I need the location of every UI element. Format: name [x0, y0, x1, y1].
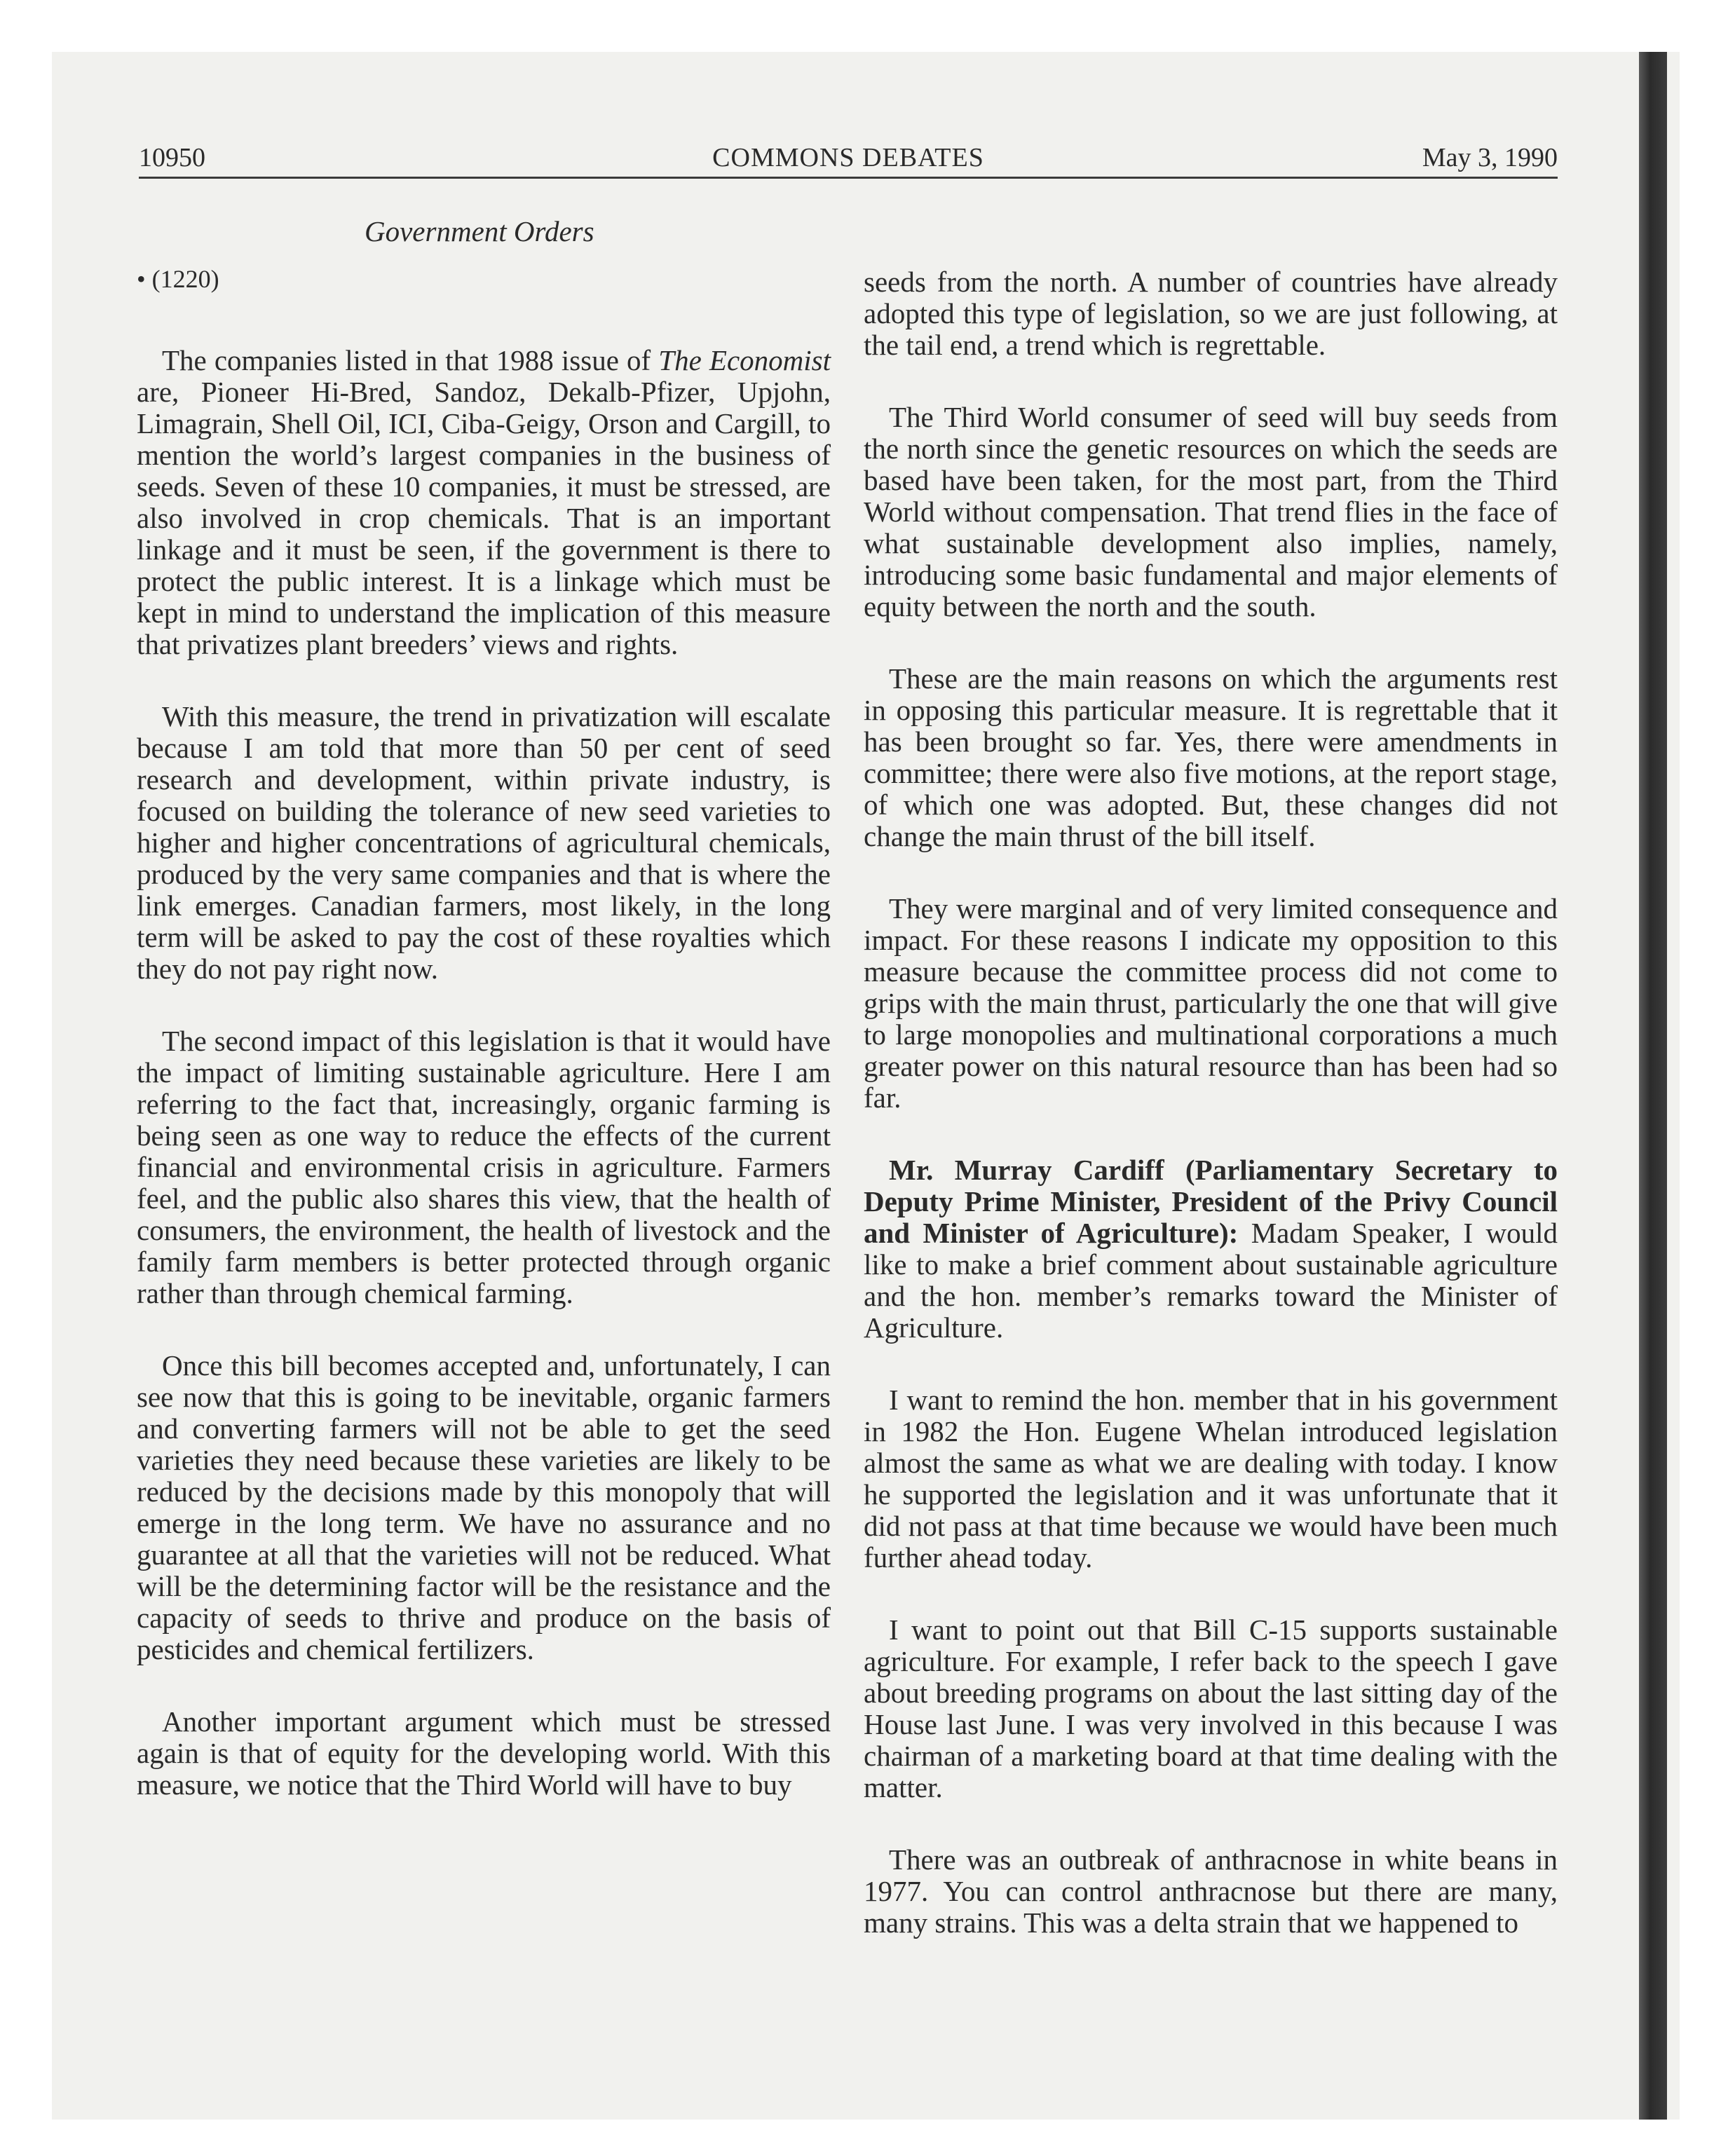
paragraph: There was an outbreak of anthracnose in white beans in 1977. You can control anthracnose but there are many, many strains. This was a delta strain that we happened to [864, 1843, 1558, 1939]
paragraph: The companies listed in that 1988 issue of The Economist are, Pioneer Hi-Bred, Sandoz, Dekalb-Pfizer, Upjohn, Limagrain, Shell Oil, ICI, Ciba-Geigy, Orson and Cargill, to mention the world’s largest companies in the business of seeds. Seven of these 10 companies, it must be stressed, are also involved in crop chemicals. That is an important linkage and it must be seen, if the government is there to protect the public interest. It is a linkage which must be kept in mind to understand the implication of this measure that privatizes plant breeders’ views and rights. [137, 344, 831, 660]
paragraph: The Third World consumer of seed will buy seeds from the north since the genetic resources on which the seeds are based have been taken, for the most part, from the Third World without compensation. That trend flies in the face of what sustainable development also implies, namely, introducing some basic fundamental and major elements of equity between the north and the south. [864, 401, 1558, 622]
paragraph: I want to remind the hon. member that in his government in 1982 the Hon. Eugene Whelan introduced legislation almost the same as what we are dealing with today. I know he supported the legislation and it was unfortunate that it did not pass at that time because we would have been much further ahead today. [864, 1384, 1558, 1574]
left-column [137, 345, 831, 1841]
speaker-name: Mr. Murray Cardiff (Parliamentary Secretary to Deputy Prime Minister, President of the Privy Council and Minister of Agriculture): [864, 1154, 1558, 1249]
publication-title: COMMONS DEBATES [712, 143, 984, 172]
paragraph: These are the main reasons on which the arguments rest in opposing this particular measure. It is regrettable that it has been brought so far. Yes, there were amendments in committee; there were also five motions, at the report stage, of which one was adopted. But, these changes did not change the main thrust of the bill itself. [864, 662, 1558, 852]
running-head [139, 140, 1558, 175]
paragraph: They were marginal and of very limited consequence and impact. For these reasons I indicate my opposition to this measure because the committee process did not come to grips with the main thrust, particularly the one that will give to large monopolies and multinational corporations a much greater power on this natural resource than has been had so far. [864, 892, 1558, 1114]
paragraph: Another important argument which must be stressed again is that of equity for the developing world. With this measure, we notice that the Third World will have to buy [137, 1705, 831, 1801]
paragraph: The second impact of this legislation is that it would have the impact of limiting sustainable agriculture. Here I am referring to the fact that, increasingly, organic farming is being seen as one way to reduce the effects of the current financial and environmental crisis in agriculture. Farmers feel, and the public also shares this view, that the health of consumers, the environment, the health of livestock and the family farm members is better protected through organic rather than through chemical farming. [137, 1025, 831, 1309]
paragraph: I want to point out that Bill C-15 supports sustainable agriculture. For example, I refer back to the speech I gave about breeding programs on about the last sitting day of the House last June. I was very involved in this because I was chairman of a marketing board at that time dealing with the matter. [864, 1613, 1558, 1803]
header-rule [139, 177, 1558, 179]
time-marker: • (1220) [137, 265, 219, 293]
page-number: 10950 [139, 143, 205, 172]
section-title: Government Orders [365, 215, 594, 247]
continued-paragraph: seeds from the north. A number of countries have already adopted this type of legislation, so we are just following, at the tail end, a trend which is regrettable. [864, 266, 1558, 361]
paragraph: With this measure, the trend in privatization will escalate because I am told that more than 50 per cent of seed research and development, within private industry, is focused on building the tolerance of new seed varieties to higher and higher concentrations of agricultural chemicals, produced by the very same companies and that is where the link emerges. Canadian farmers, most likely, in the long term will be asked to pay the cost of these royalties which they do not pay right now. [137, 700, 831, 985]
sitting-date: May 3, 1990 [1422, 143, 1558, 172]
binding-edge [1639, 52, 1667, 2120]
publication-name: The Economist [658, 344, 831, 376]
right-column [864, 266, 1558, 1979]
paragraph: Once this bill becomes accepted and, unfortunately, I can see now that this is going to be inevitable, organic farmers and converting farmers will not be able to get the seed varieties they need because these varieties are likely to be reduced by the decisions made by this monopoly that will emerge in the long term. We have no assurance and no guarantee at all that the varieties will not be reduced. What will be the determining factor will be the resistance and the capacity of seeds to thrive and produce on the basis of pesticides and chemical fertilizers. [137, 1349, 831, 1665]
speaker-paragraph: Mr. Murray Cardiff (Parliamentary Secretary to Deputy Prime Minister, President of the Privy Council and Minister of Agriculture): Madam Speaker, I would like to make a brief comment about sustainable agriculture and the hon. member’s remarks toward the Minister of Agriculture. [864, 1154, 1558, 1344]
